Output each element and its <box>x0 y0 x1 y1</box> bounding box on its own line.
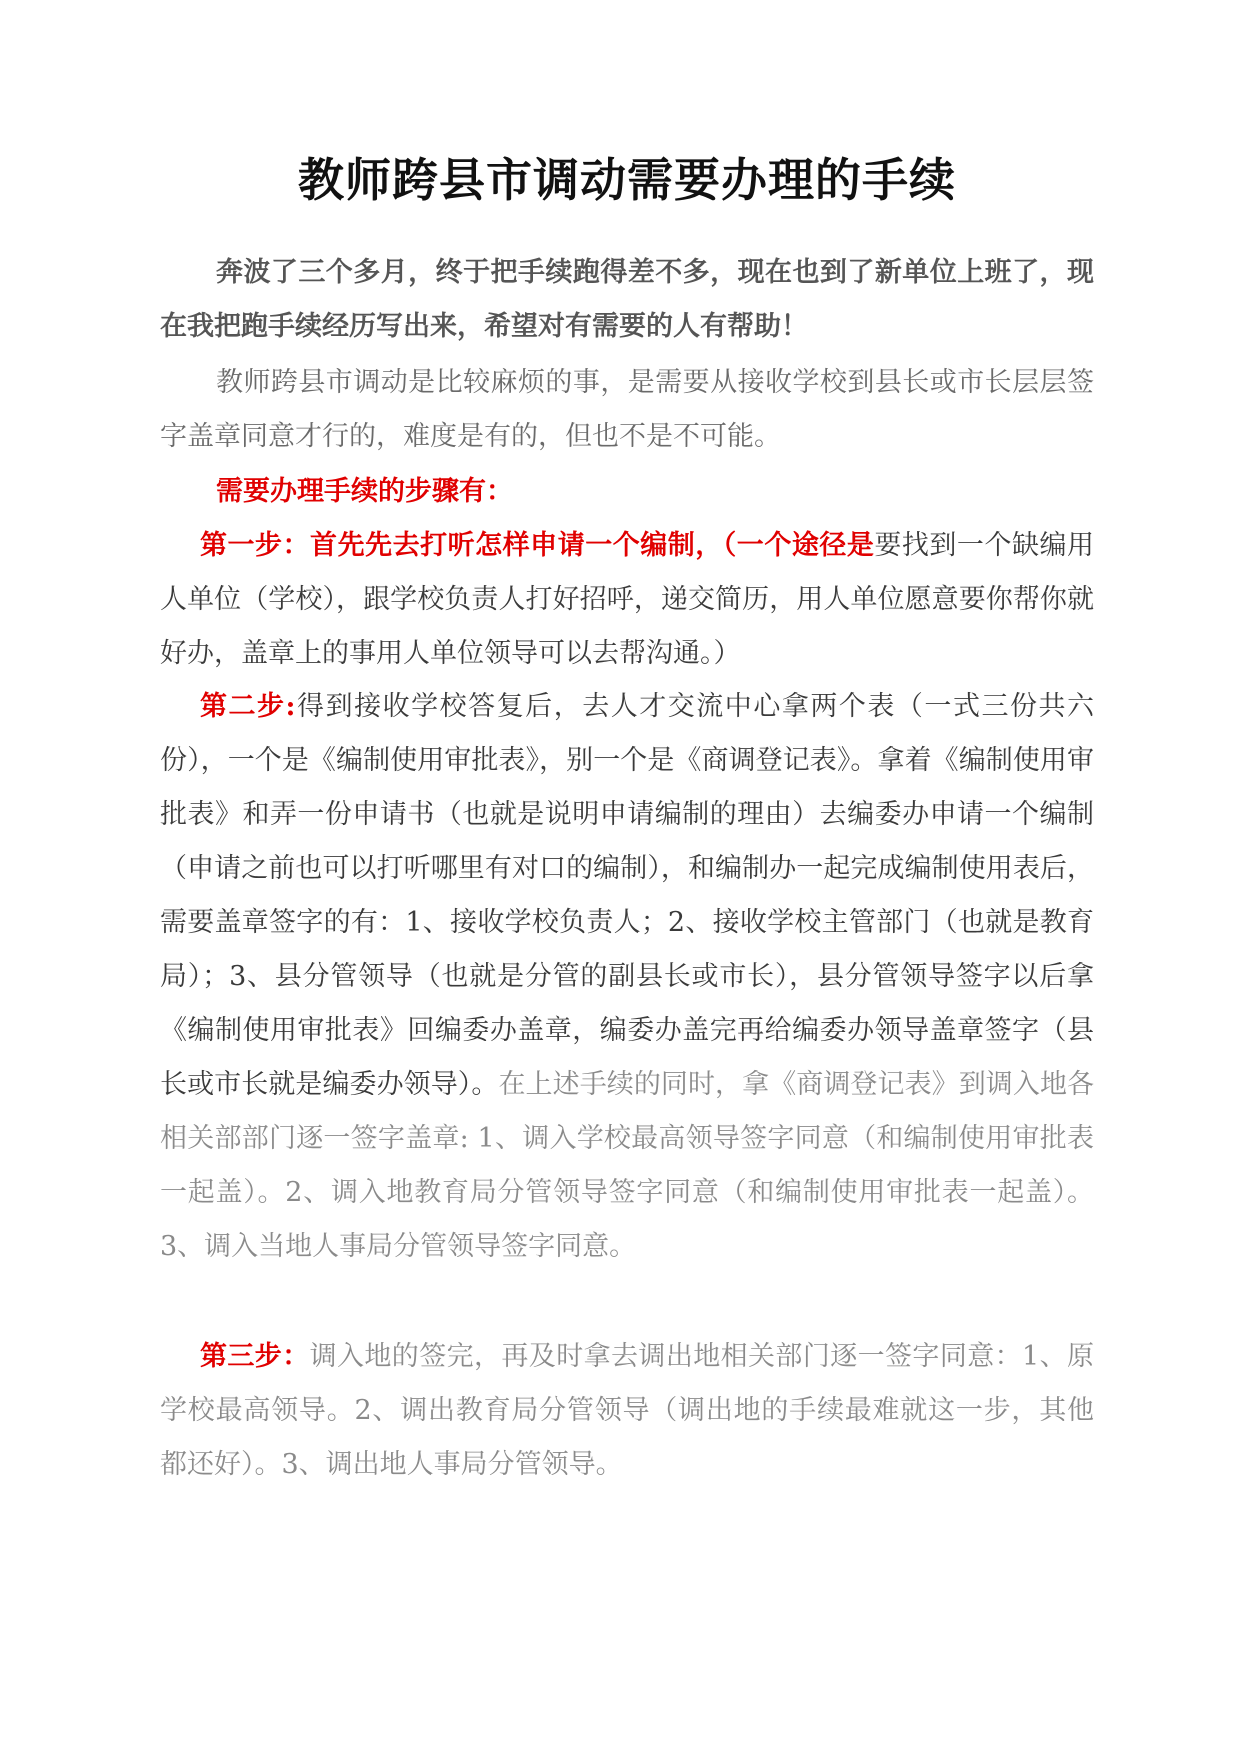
step-2-text: 得到接收学校答复后，去人才交流中心拿两个表（一式三份共六份），一个是《编制使用审批表》，别一个是《商调登记表》。拿着《编制使用审批表》和弄一份申请书（也就是说明申请编制的理由）去编委办申请一个编制（申请之前也可以打听哪里有对口的编制），和编制办一起完成编制使用表后，需要盖章签字的有：1、接收学校负责人；2、接收学校主管部门（也就是教育局）；3、县分管领导（也就是分管的副县长或市长），县分管领导签字以后拿《编制使用审批表》回编委办盖章，编委办盖完再给编委办领导盖章签字（县长或市长就是编委办领导）。 <box>160 691 1095 1100</box>
intro-paragraph: 奔波了三个多月，终于把手续跑得差不多，现在也到了新单位上班了，现在我把跑手续经历写出来，希望对有需要的人有帮助！ <box>160 257 1094 342</box>
document-title: 教师跨县市调动需要办理的手续 <box>298 153 956 207</box>
step-2-label: 第二步: <box>200 691 296 722</box>
step-1-label: 第一步：首先先去打听怎样申请一个编制， <box>200 530 723 561</box>
description-paragraph: 教师跨县市调动是比较麻烦的事，是需要从接收学校到县长或市长层层签字盖章同意才行的，难度是有的，但也不是不可能。 <box>160 367 1094 452</box>
step-2-paragraph <box>160 680 1094 1274</box>
step-3-text: 调入地的签完，再及时拿去调出地相关部门逐一签字同意：1、原学校最高领导。2、调出教育局分管领导（调出地的手续最难就这一步，其他都还好）。3、调出地人事局分管领导。 <box>160 1341 1094 1480</box>
step-1-highlight: （一个途径是 <box>722 530 875 561</box>
step-1-paragraph <box>160 519 1094 681</box>
step-2-text-continued: 在上述手续的同时，拿《商调登记表》到调入地各相关部部门逐一签字盖章: 1、调入学校最高领导签字同意（和编制使用审批表一起盖）。2、调入地教育局分管领导签字同意（和编制使用审批表一起盖）。3、调入当地人事局分管领导签字同意。 <box>160 1069 1095 1262</box>
steps-heading: 需要办理手续的步骤有： <box>216 476 513 507</box>
step-3-paragraph <box>160 1330 1094 1492</box>
step-1-text: 要找到一个缺编用人单位（学校），跟学校负责人打好招呼，递交简历，用人单位愿意要你帮你就好办，盖章上的事用人单位领导可以去帮沟通。） <box>160 530 1094 669</box>
step-3-label: 第三步： <box>200 1341 310 1372</box>
